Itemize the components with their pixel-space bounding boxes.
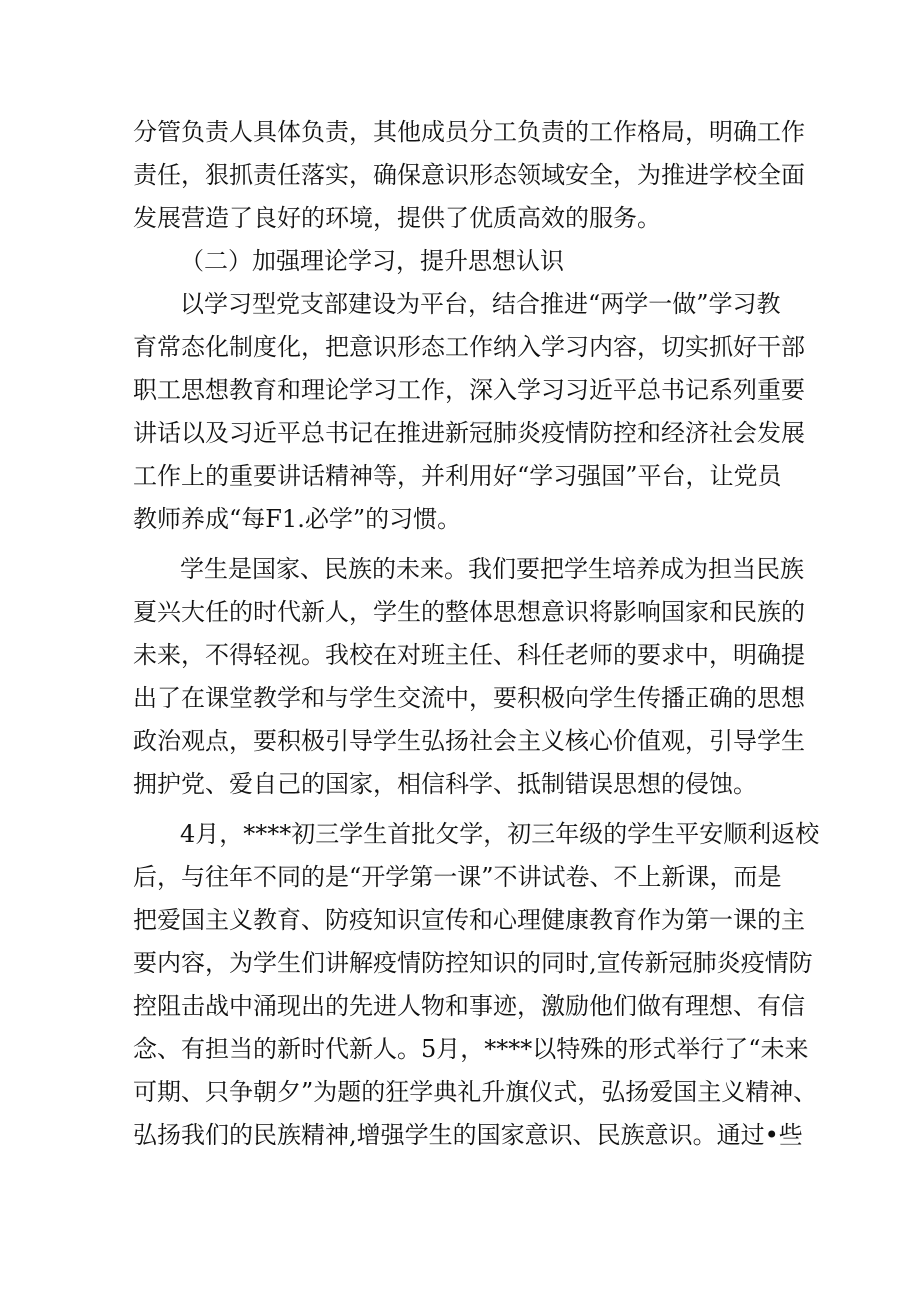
para2-line-5: 政治观点，要积极引导学生弘扬社会主义核心价值观，引导学生 <box>133 727 805 755</box>
para1-line-5: 工作上的重要讲话精神等，并利用好“学习强国”平台，让党员 <box>133 462 782 490</box>
intro-line-2: 责任，狠抓责任落实，确保意识形态领域安全，为推进学校全面 <box>133 161 805 189</box>
section-heading: （二）加强理论学习，提升思想认识 <box>180 247 564 275</box>
para1-line-3: 职工思想教育和理论学习工作，深入学习习近平总书记系列重要 <box>133 376 805 404</box>
intro-line-3: 发展营造了良好的环境，提供了优质高效的服务。 <box>133 204 661 232</box>
para3-line-5: 控阻击战中涌现出的先进人物和事迹，激励他们做有理想、有信 <box>133 992 805 1020</box>
para3-line-1: 4月，****初三学生首批攵学，初三年级的学生平安顺利返校 <box>180 820 820 848</box>
para3-line-4: 要内容，为学生们讲解疫情防控知识的同时,宣传新冠肺炎疫情防 <box>133 949 813 977</box>
para1-line-1: 以学习型党支部建设为平台，结合推进“两学一做”学习教 <box>180 290 781 318</box>
para2-line-2: 夏兴大任的时代新人，学生的整体思想意识将影响国家和民族的 <box>133 598 805 626</box>
para1-line-2: 育常态化制度化，把意识形态工作纳入学习内容，切实抓好干部 <box>133 333 805 361</box>
para3-line-3: 把爱国主义教育、防疫知识宣传和心理健康教育作为第一课的主 <box>133 906 805 934</box>
para3-line-2: 后，与往年不同的是“开学第一课”不讲试卷、不上新课，而是 <box>133 863 782 891</box>
para2-line-6: 拥护党、爱自己的国家，相信科学、抵制错误思想的侵蚀。 <box>133 770 757 798</box>
para2-line-4: 出了在课堂教学和与学生交流中，要积极向学生传播正确的思想 <box>133 684 805 712</box>
para2-line-1: 学生是国家、民族的未来。我们要把学生培养成为担当民族 <box>180 555 804 583</box>
para1-line-4: 讲话以及习近平总书记在推进新冠肺炎疫情防控和经济社会发展 <box>133 419 805 447</box>
para2-line-3: 未来，不得轻视。我校在对班主任、科任老师的要求中，明确提 <box>133 641 805 669</box>
para3-line-7: 可期、只争朝夕”为题的狂学典礼升旗仪式，弘扬爱国主义精神、 <box>133 1078 818 1106</box>
intro-line-1: 分管负责人具体负责，其他成员分工负责的工作格局，明确工作 <box>133 118 805 146</box>
para3-line-6: 念、有担当的新时代新人。5月，****以特殊的形式举行了“未来 <box>133 1035 809 1063</box>
para1-line-6: 教师养成“每F1.必学”的习惯。 <box>133 505 462 533</box>
para3-line-8: 弘扬我们的民族精神,增强学生的国家意识、民族意识。通过•些 <box>133 1121 803 1149</box>
